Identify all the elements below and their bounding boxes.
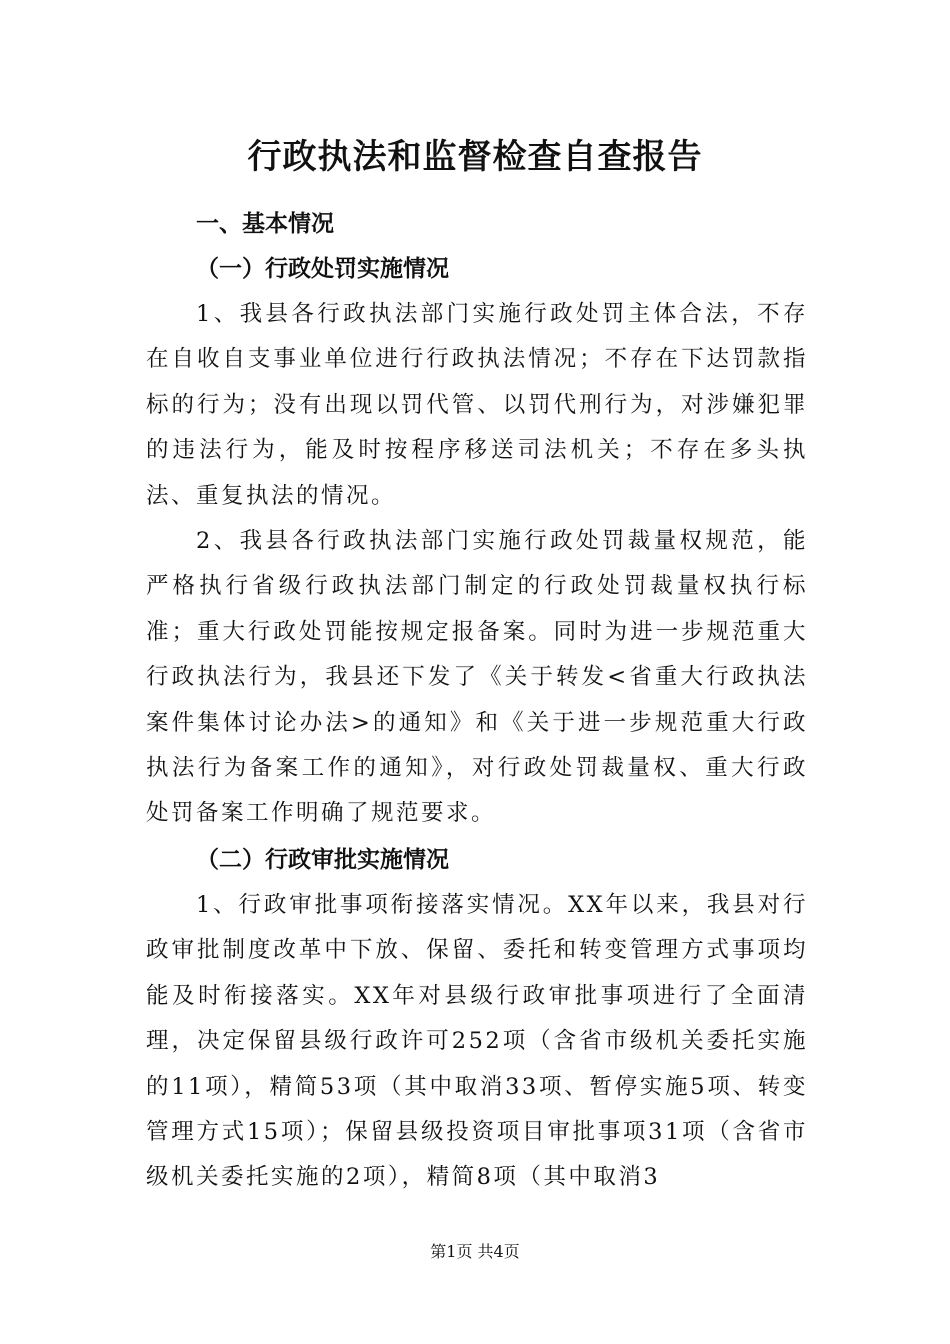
section-heading-basic-situation: 一、基本情况 [196, 210, 334, 237]
paragraph-penalty-discretion: 2、我县各行政执法部门实施行政处罚裁量权规范，能严格执行省级行政执法部门制定的行政处罚裁量权执行标准；重大行政处罚能按规定报备案。同时为进一步规范重大行政执法行为，我县还下发了《关于转发<省重大行政执法案件集体讨论办法>的通知》和《关于进一步规范重大行政执法行为备案工作的通知》，对行政处罚裁量权、重大行政处罚备案工作明确了规范要求。 [146, 528, 808, 827]
paragraph-approval-items: 1、行政审批事项衔接落实情况。XX年以来，我县对行政审批制度改革中下放、保留、委托和转变管理方式事项均能及时衔接落实。XX年对县级行政审批事项进行了全面清理，决定保留县级行政许可252项（含省市级机关委托实施的11项），精简53项（其中取消33项、暂停实施5项、转变管理方式15项）；保留县级投资项目审批事项31项（含省市级机关委托实施的2项），精简8项（其中取消3 [146, 892, 808, 1191]
subsection-heading-administrative-penalty: （一）行政处罚实施情况 [196, 255, 449, 282]
paragraph-penalty-subject: 1、我县各行政执法部门实施行政处罚主体合法，不存在自收自支事业单位进行行政执法情况；不存在下达罚款指标的行为；没有出现以罚代管、以罚代刑行为，对涉嫌犯罪的违法行为，能及时按程序移送司法机关；不存在多头执法、重复执法的情况。 [146, 301, 808, 509]
subsection-heading-administrative-approval: （二）行政审批实施情况 [196, 846, 449, 873]
page-number-footer: 第1页 共4页 [430, 1242, 520, 1261]
document-title: 行政执法和监督检查自查报告 [247, 137, 703, 177]
